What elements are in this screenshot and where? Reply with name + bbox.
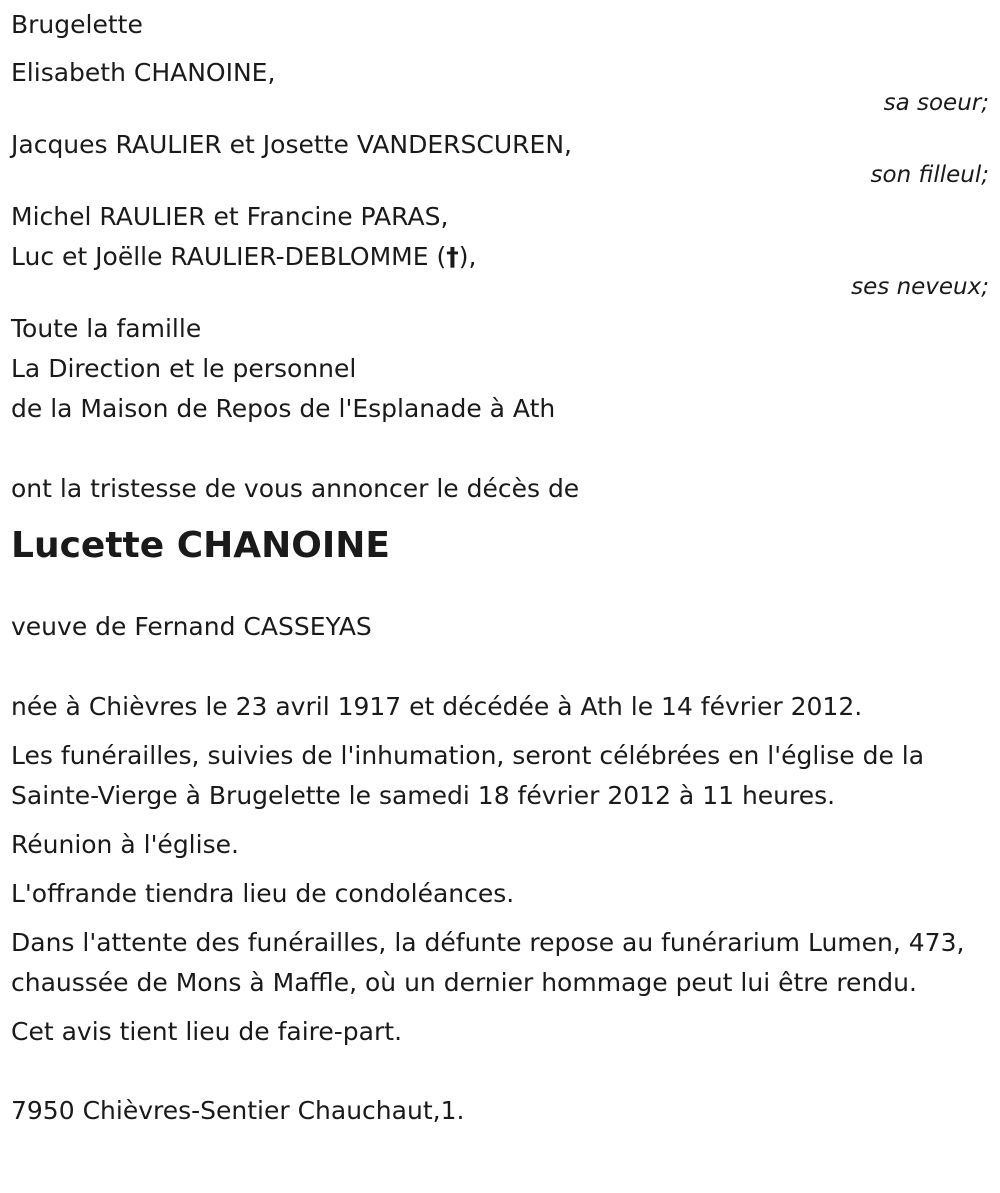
relation-nephews: ses neveux; xyxy=(851,274,989,300)
widow-of: veuve de Fernand CASSEYAS xyxy=(11,612,372,641)
deceased-name: Lucette CHANOINE xyxy=(11,525,390,566)
nephew-2-prefix: Luc et Joëlle RAULIER-DEBLOMME ( xyxy=(11,242,447,271)
funerarium-details: Dans l'attente des funérailles, la défunte repose au funérarium Lumen, 473, chaussée de Mons à Maffle, où un dernier hommage peut lui être rendu. xyxy=(11,928,965,997)
relation-godson: son filleul; xyxy=(870,162,989,188)
obituary-notice xyxy=(11,5,989,1131)
birth-death-dates: née à Chièvres le 23 avril 1917 et décédée à Ath le 14 février 2012. xyxy=(11,692,863,721)
others-institution: de la Maison de Repos de l'Esplanade à Ath xyxy=(11,394,556,423)
family-member-nephew-2 xyxy=(11,237,989,277)
notice-note: Cet avis tient lieu de faire-part. xyxy=(11,1017,403,1046)
cross-icon: † xyxy=(446,242,459,271)
announcement-text: ont la tristesse de vous annoncer le décès de xyxy=(11,474,580,503)
meeting-place: Réunion à l'église. xyxy=(11,830,239,859)
offering-note: L'offrande tiendra lieu de condoléances. xyxy=(11,879,515,908)
family-member-godson: Jacques RAULIER et Josette VANDERSCUREN, xyxy=(11,130,572,159)
nephew-2-suffix: ), xyxy=(458,242,477,271)
address: 7950 Chièvres-Sentier Chauchaut,1. xyxy=(11,1096,465,1125)
family-member-nephew-1: Michel RAULIER et Francine PARAS, xyxy=(11,202,449,231)
others-family: Toute la famille xyxy=(11,314,202,343)
others-direction: La Direction et le personnel xyxy=(11,354,357,383)
family-member-sister: Elisabeth CHANOINE, xyxy=(11,58,276,87)
place-header: Brugelette xyxy=(11,10,143,39)
funeral-details: Les funérailles, suivies de l'inhumation, seront célébrées en l'église de la Sainte-Vierge à Brugelette le samedi 18 février 2012 à 11 heures. xyxy=(11,741,925,810)
relation-sister: sa soeur; xyxy=(883,90,989,116)
